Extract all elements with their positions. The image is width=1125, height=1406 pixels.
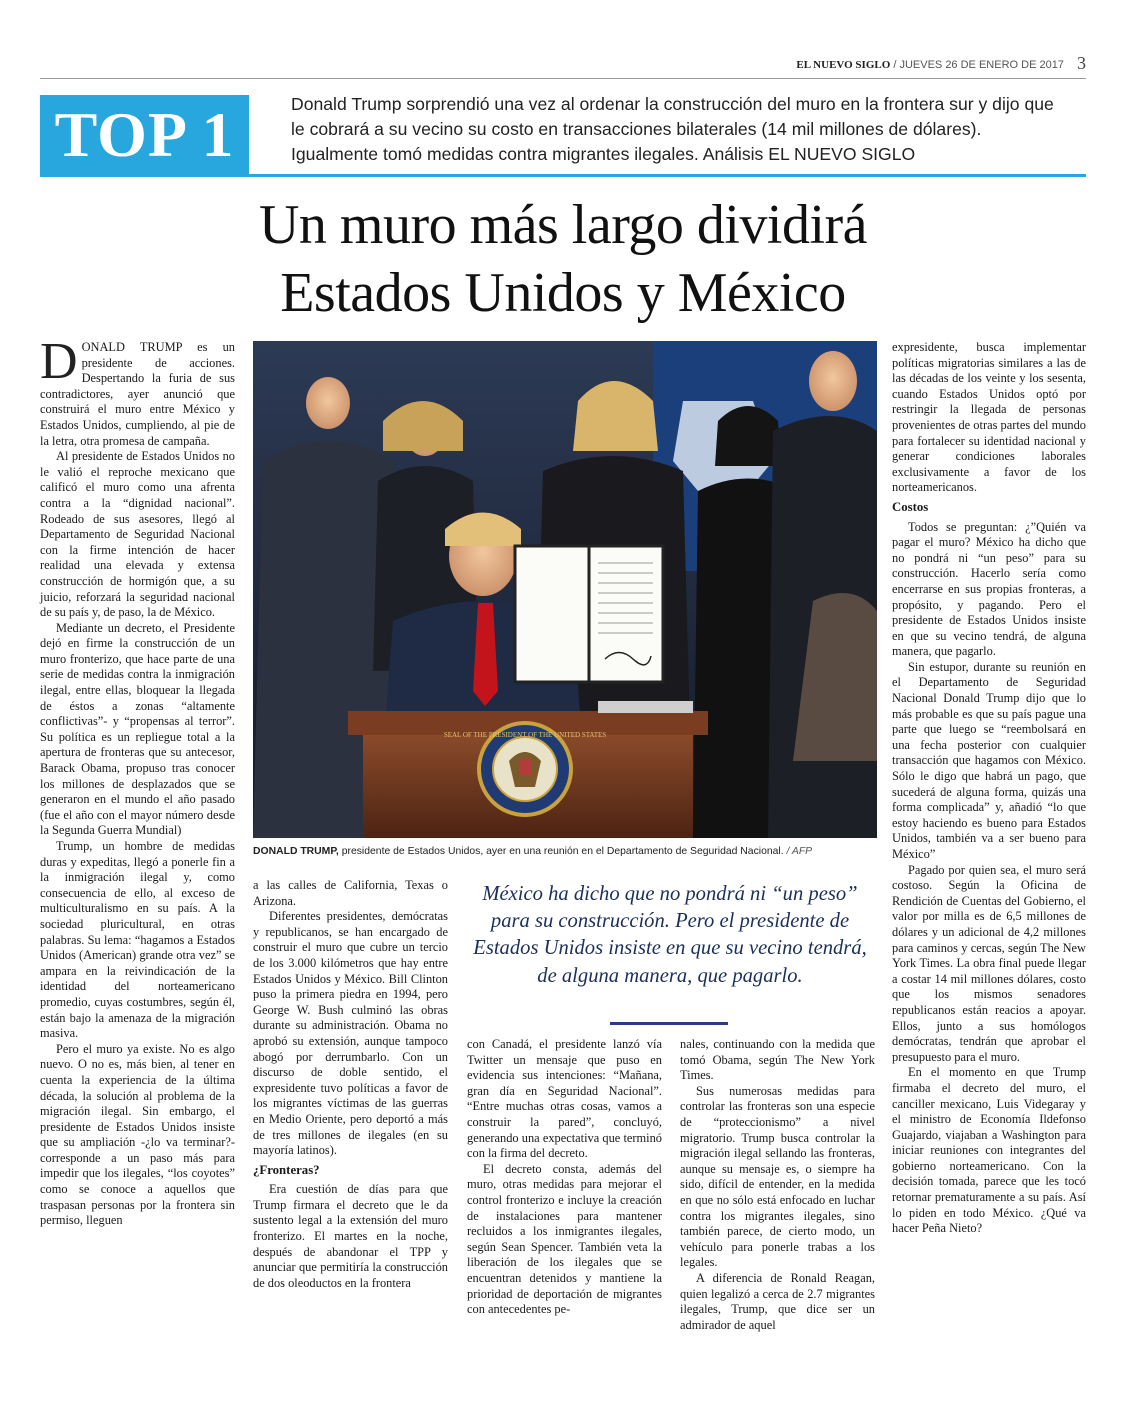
header-separator: / bbox=[893, 59, 897, 71]
pull-quote: México ha dicho que no pondrá ni “un peso” para su construcción. Pero el presidente de Estados Unidos insiste en que su vecino tendrá, de alguna manera, que pagarlo. bbox=[473, 883, 867, 987]
article-paragraph: expresidente, busca implementar políticas migratorias similares a las de las décadas de los veinte y los sesenta, cuando Estados Unidos optó por restringir la llegada de personas provenientes de otras partes del mundo para fortalecer su identidad nacional y generar condiciones laborales exclusivamente a favor de los norteamericanos. bbox=[892, 340, 1086, 495]
newspaper-name: EL NUEVO SIGLO bbox=[796, 59, 891, 71]
photo-illustration bbox=[253, 341, 877, 838]
article-paragraph: Diferentes presidentes, demócratas y republicanos, se han encargado de construir el muro que cubre un tercio de los 3.000 kilómetros que hay entre Estados Unidos y México. Bill Clinton puso la primera piedra en 1994, pero George W. Bush culminó las obras durante su administración. Obama no aprobó su extensión, aunque tampoco abogó por derrumbarlo. Con un discurso de doble sentido, el expresidente tuvo políticas a favor de los migrantes víctimas de las guerras en Medio Oriente, pero deportó a más de tres millones de ilegales (en su mayoría latinos). bbox=[253, 909, 448, 1158]
article-summary: Donald Trump sorprendió una vez al ordenar la construcción del muro en la frontera sur y dijo que le cobrará a su vecino su costo en transacciones bilaterales (14 mil millones de dólares). Igualmente tomó medidas contra migrantes ilegales. Análisis EL NUEVO SIGLO bbox=[291, 94, 1054, 164]
article-paragraph: Al presidente de Estados Unidos no le valió el reproche mexicano que calificó el muro como una afrenta contra a la “dignidad nacional”. Rodeado de sus asesores, llegó al Departamento de Seguridad Nacional con la firme intención de hacer realidad una elevada y extensa construcción de hormigón que, a su juicio, reforzará la seguridad nacional de su país y, de paso, la de México. bbox=[40, 449, 235, 620]
article-column-1 bbox=[40, 333, 235, 1229]
article-paragraph: nales, continuando con la medida que tomó Obama, según The New York Times. bbox=[680, 1037, 875, 1083]
article-paragraph bbox=[40, 333, 235, 449]
article-paragraph: En el momento en que Trump firmaba el decreto del muro, el canciller mexicano, Luis Videgaray y el ministro de Economía Ildefonso Guajardo, viajaban a Washington para iniciar reuniones con integrantes del gobierno norteamericano. Con la decisión tomada, parece que les tocó retornar prematuramente a su país. Así lo piden en todo México. ¿Qué va hacer Peña Nieto? bbox=[892, 1065, 1086, 1236]
caption-text: presidente de Estados Unidos, ayer en una reunión en el Departamento de Seguridad Nacional. bbox=[338, 846, 784, 857]
headline-line-2: Estados Unidos y México bbox=[280, 262, 846, 324]
article-column-3 bbox=[467, 1037, 662, 1318]
pull-quote-rule bbox=[610, 1022, 728, 1025]
header-line bbox=[796, 52, 1086, 73]
photo-caption bbox=[253, 846, 877, 857]
caption-name: DONALD TRUMP, bbox=[253, 846, 339, 857]
caption-credit: / AFP bbox=[783, 846, 813, 857]
subheading-fronteras: ¿Fronteras? bbox=[253, 1162, 320, 1177]
headline-line-1: Un muro más largo dividirá bbox=[258, 194, 868, 256]
drop-cap: D bbox=[40, 333, 78, 390]
article-paragraph: Era cuestión de días para que Trump firmara el decreto que le da sustento legal a la extensión del muro fronterizo. El martes en la noche, después de abandonar el TPP y anunciar que permitiría la construcción de dos oleoductos en la frontera bbox=[253, 1182, 448, 1290]
seal-text: SEAL OF THE PRESIDENT OF THE UNITED STATES bbox=[443, 731, 607, 739]
article-paragraph: Mediante un decreto, el Presidente dejó en firme la construcción de un muro fronterizo, que hace parte de una serie de medidas contra la inmigración ilegal, entre ellas, bloquear la llegada de éstos a zonas “altamente conflictivas”- y “propensas al terror”. Su política es un repliegue total a la apertura de fronteras que su antecesor, Barack Obama, propuso tras conocer los millones de desplazados que se generaron en el mundo el año pasado (fue el año con el mayor número desde la Segunda Guerra Mundial) bbox=[40, 620, 235, 838]
article-headline bbox=[40, 191, 1086, 327]
article-paragraph: Pagado por quien sea, el muro será costoso. Según la Oficina de Rendición de Cuentas del Gobierno, el valor por milla es de 6,5 millones de dólares y un adicional de 4,2 millones para caminos y cercas, según The New York Times. La obra final puede llegar a costar 14 mil millones dólares, costo que los mismos senadores republicanos están reacios a apoyar. Ellos, junto a sus homólogos demócratas, tendrán que aprobar el presupuesto para el muro. bbox=[892, 862, 1086, 1064]
paragraph-text: ONALD TRUMP es un presidente de acciones. Despertando la furia de sus contradictores, ayer anunció que construirá el muro entre México y Estados Unidos, cumpliendo, al pie de la letra, otra promesa de campaña. bbox=[40, 340, 235, 448]
article-paragraph: Todos se preguntan: ¿”Quién va pagar el muro? México ha dicho que no pondrá ni “un peso” para su construcción. Hacerlo sería como encerrarse en sus propias fronteras, a propósito, y pagando. Pero el presidente de Estados Unidos insiste en que su vecino tendrá, de alguna manera, que pagarlo. bbox=[892, 519, 1086, 659]
article-paragraph: con Canadá, el presidente lanzó vía Twitter un mensaje que puso en evidencia sus intenciones: “Mañana, gran día en Seguridad Nacional”. “Entre muchas otras cosas, vamos a construir la pared”, concluyó, generando una expectativa que terminó con la firma del decreto. bbox=[467, 1037, 662, 1161]
news-photo bbox=[253, 341, 877, 838]
article-paragraph: Trump, un hombre de medidas duras y expeditas, llegó a ponerle fin a la inmigración ilegal y, como consecuencia de ello, al exceso de multiculturalismo en su país. A la sociedad pluricultural, en otras palabras. Su lema: “hagamos a Estados Unidos (American) grande otra vez” se ampara en la reivindicación de la identidad del norteamericano promedio, cuyas costumbres, según él, están bajo la amenaza de la migración masiva. bbox=[40, 839, 235, 1041]
article-paragraph: a las calles de California, Texas o Arizona. bbox=[253, 878, 448, 908]
section-rule bbox=[40, 174, 1086, 177]
article-paragraph: Sus numerosas medidas para controlar las fronteras son una especie de “proteccionismo” a nivel migratorio. Trump busca controlar la migración ilegal sellando las fronteras, aunque su mensaje es, o siempre ha sido, difícil de entender, en la medida en que no sólo está enfocado en luchar contra los migrantes ilegales, sino también parece, de cierto modo, un vehículo para ponerle trabas a los legales. bbox=[680, 1083, 875, 1270]
article-column-4 bbox=[680, 1037, 875, 1333]
article-paragraph: Sin estupor, durante su reunión en el Departamento de Seguridad Nacional Donald Trump dijo que lo más probable es que su país pague una parte que luego se “reembolsará en una fecha posterior con cualquier transacción que hagamos con México. Sólo le digo que habrá un pago, que sucederá de alguna forma, quizás una forma complicada” y, añadió “lo que estoy haciendo es bueno para Estados Unidos, también va a ser bueno para México” bbox=[892, 659, 1086, 861]
header-date: JUEVES 26 DE ENERO DE 2017 bbox=[899, 59, 1064, 71]
article-column-2 bbox=[253, 878, 448, 1291]
page-number: 3 bbox=[1077, 53, 1086, 73]
article-paragraph: Pero el muro ya existe. No es algo nuevo. O no es, más bien, al tener en cuenta la experiencia de la última década, la solución al problema de la migración ilegal. Sin embargo, el presidente de Estados Unidos insiste que su ampliación -¿lo va terminar?- corresponde a un paso más para impedir que los ilegales, “los coyotes” como se conoce a aquellos que traspasan personas por la frontera sin permiso, lleguen bbox=[40, 1041, 235, 1228]
article-column-5 bbox=[892, 340, 1086, 1237]
subheading-costos: Costos bbox=[892, 499, 929, 514]
section-badge bbox=[40, 95, 249, 177]
article-paragraph: El decreto consta, además del muro, otras medidas para mejorar el control fronterizo e incluye la creación de instalaciones para mantener recluidos a los inmigrantes ilegales, según Sean Spencer. También veta la liberación de los ilegales que se encuentran detenidos y mantiene la prioridad de deportación de migrantes con antecedentes pe- bbox=[467, 1161, 662, 1317]
article-paragraph: A diferencia de Ronald Reagan, quien legalizó a cerca de 2.7 migrantes ilegales, Trump, que dice ser un admirador de aquel bbox=[680, 1270, 875, 1332]
running-header bbox=[40, 50, 1086, 79]
section-badge-label: TOP 1 bbox=[54, 99, 235, 170]
